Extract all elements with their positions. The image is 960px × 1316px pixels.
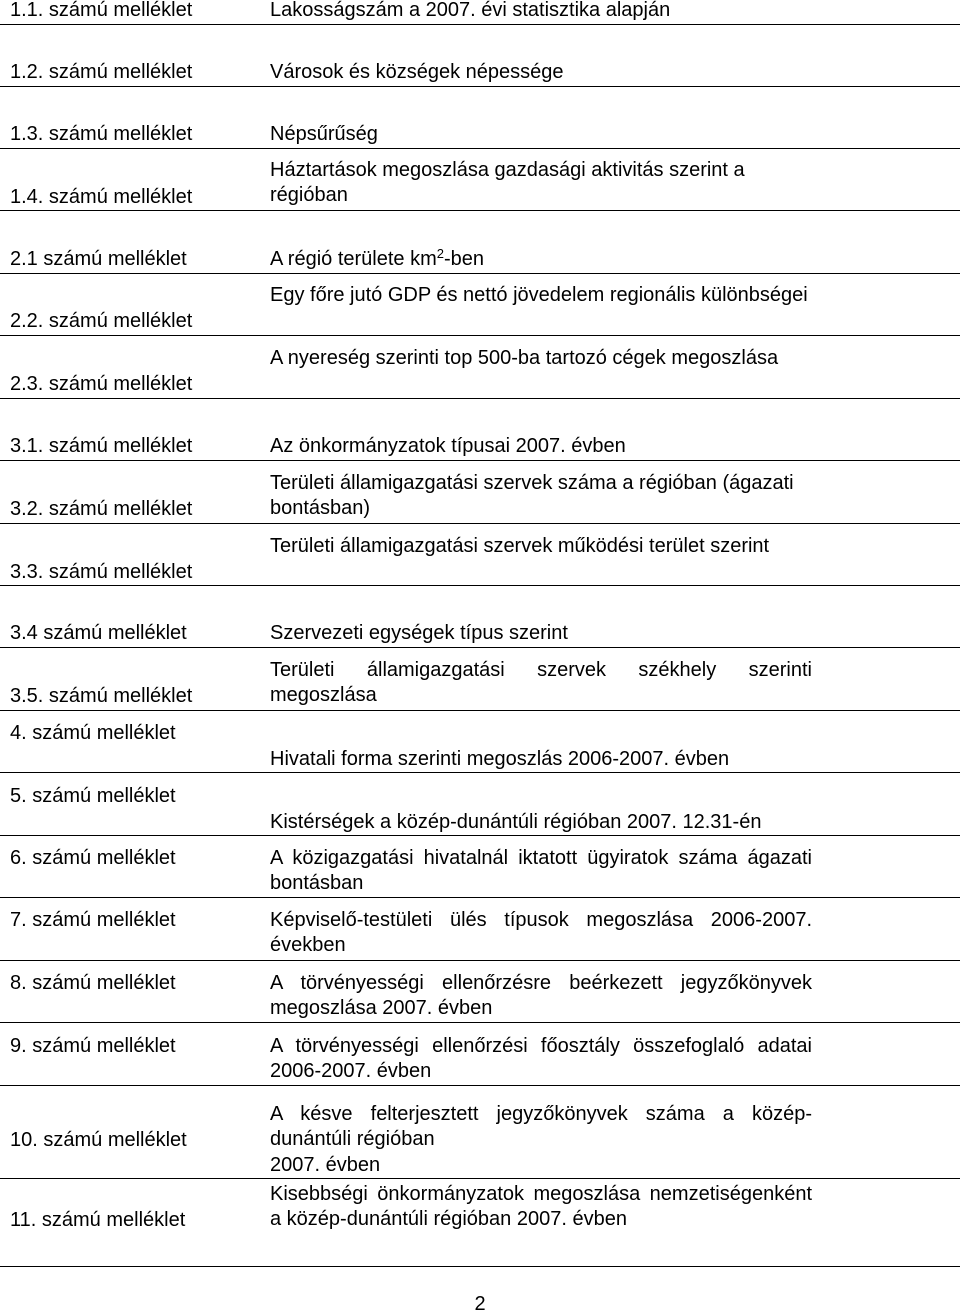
row-divider <box>0 335 960 336</box>
annex-title: A törvényességi ellenőrzési főosztály összefoglaló adatai 2006-2007. évben <box>270 1035 812 1082</box>
annex-title: Népsűrűség <box>270 123 378 145</box>
annex-title: Szervezeti egységek típus szerint <box>270 622 568 644</box>
row-divider <box>0 1266 960 1267</box>
superscript-text: 2 <box>436 246 444 261</box>
annex-number: 1.4. számú melléklet <box>10 186 193 208</box>
row-divider <box>0 960 960 961</box>
annex-title-text: A régió területe km <box>270 248 437 270</box>
annex-number: 5. számú melléklet <box>10 785 176 807</box>
annex-number: 7. számú melléklet <box>10 909 176 931</box>
row-divider <box>0 897 960 898</box>
annex-title: Lakosságszám a 2007. évi statisztika alapján <box>270 0 671 21</box>
row-divider <box>0 210 960 211</box>
annex-number: 10. számú melléklet <box>10 1129 187 1151</box>
annex-title: A nyereség szerinti top 500-ba tartozó cégek megoszlása <box>270 347 779 369</box>
annex-number: 3.2. számú melléklet <box>10 498 193 520</box>
annex-title: Háztartások megoszlása gazdasági aktivitás szerint a régióban <box>270 159 745 206</box>
annex-title: A késve felterjesztett jegyzőkönyvek száma a közép-dunántúli régióban <box>270 1103 812 1150</box>
row-divider <box>0 585 960 586</box>
annex-number: 3.1. számú melléklet <box>10 435 193 457</box>
annex-title: Területi államigazgatási szervek működési terület szerint <box>270 535 770 557</box>
annex-number: 11. számú melléklet <box>10 1209 186 1231</box>
annex-number: 8. számú melléklet <box>10 972 176 994</box>
row-divider <box>0 1178 960 1179</box>
annex-title: Területi államigazgatási szervek székhely szerinti megoszlása <box>270 659 812 706</box>
annex-title-text: -ben <box>443 248 485 270</box>
annex-number: 2.2. számú melléklet <box>10 310 193 332</box>
row-divider <box>0 1022 960 1023</box>
annex-number: 1.2. számú melléklet <box>10 61 193 83</box>
annex-title: Az önkormányzatok típusai 2007. évben <box>270 435 626 457</box>
row-divider <box>0 148 960 149</box>
annex-title: Képviselő-testületi ülés típusok megoszlása 2006-2007. években <box>270 909 812 956</box>
row-divider <box>0 24 960 25</box>
annex-title: Hivatali forma szerinti megoszlás 2006-2007. évben <box>270 748 730 770</box>
annex-number: 1.1. számú melléklet <box>10 0 193 21</box>
annex-title: A törvényességi ellenőrzésre beérkezett jegyzőkönyvek megoszlása 2007. évben <box>270 972 812 1019</box>
annex-title: Területi államigazgatási szervek száma a régióban (ágazati bontásban) <box>270 472 794 519</box>
row-divider <box>0 460 960 461</box>
annex-number: 1.3. számú melléklet <box>10 123 193 145</box>
annex-number: 4. számú melléklet <box>10 722 176 744</box>
annex-title: A közigazgatási hivatalnál iktatott ügyiratok száma ágazati bontásban <box>270 847 812 894</box>
row-divider <box>0 835 960 836</box>
row-divider <box>0 1085 960 1086</box>
annex-number: 3.5. számú melléklet <box>10 685 193 707</box>
row-divider <box>0 647 960 648</box>
annex-title: Egy főre jutó GDP és nettó jövedelem regionális különbségei <box>270 284 808 306</box>
annex-number: 9. számú melléklet <box>10 1035 176 1057</box>
annex-number: 6. számú melléklet <box>10 847 176 869</box>
annex-number: 2.3. számú melléklet <box>10 373 193 395</box>
annex-title <box>270 247 812 272</box>
annex-number: 3.3. számú melléklet <box>10 561 193 583</box>
annex-title: Kistérségek a közép-dunántúli régióban 2007. 12.31-én <box>270 811 762 833</box>
row-divider <box>0 772 960 773</box>
row-divider <box>0 710 960 711</box>
page-number: 2 <box>474 1293 486 1315</box>
annex-number: 3.4 számú melléklet <box>10 622 187 644</box>
row-divider <box>0 273 960 274</box>
row-divider <box>0 523 960 524</box>
annex-title-year: 2007. évben <box>270 1154 381 1176</box>
row-divider <box>0 398 960 399</box>
annex-title: Városok és községek népessége <box>270 61 564 83</box>
annex-number: 2.1 számú melléklet <box>10 248 187 270</box>
row-divider <box>0 86 960 87</box>
annex-title: Kisebbségi önkormányzatok megoszlása nemzetiségenként a közép-dunántúli régióban 2007. évben <box>270 1183 812 1230</box>
